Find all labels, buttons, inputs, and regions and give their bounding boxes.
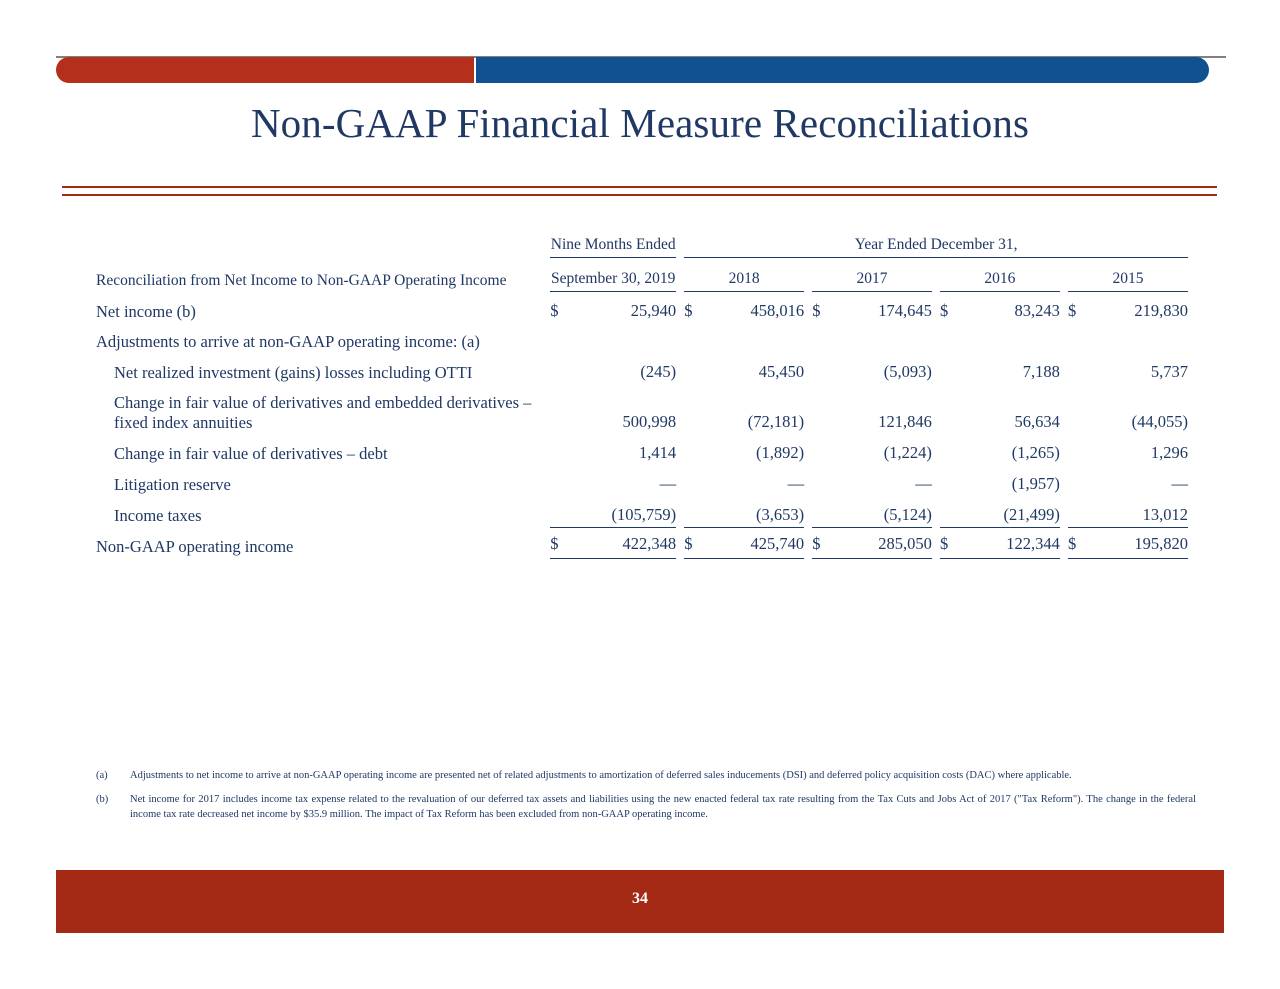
cell-value: — <box>659 474 677 494</box>
cell-gap <box>804 496 812 528</box>
table-row <box>96 353 1188 384</box>
cell-gap <box>676 353 684 384</box>
reconciliation-table <box>96 236 1188 559</box>
currency-spacer <box>1068 434 1081 465</box>
footnote-a <box>96 768 1196 783</box>
cell-gap <box>676 465 684 496</box>
cell-gap <box>1060 465 1068 496</box>
currency-symbol: $ <box>940 528 953 559</box>
total-row-label: Non-GAAP operating income <box>96 537 294 557</box>
header-gap-3 <box>932 270 940 292</box>
currency-spacer <box>550 384 564 434</box>
cell-value: 121,846 <box>878 412 932 432</box>
currency-spacer <box>940 465 953 496</box>
currency-symbol: $ <box>939 301 949 320</box>
currency-spacer <box>1068 465 1081 496</box>
cell-gap <box>1060 434 1068 465</box>
group-header-nine-months: Nine Months Ended <box>550 236 676 258</box>
page-title: Non-GAAP Financial Measure Reconciliations <box>250 100 1030 146</box>
cell-value: 7,188 <box>1022 362 1060 382</box>
header-bar-blue <box>476 57 1209 83</box>
cell-value: 174,645 <box>878 301 932 320</box>
table-row <box>96 384 1188 434</box>
footnote-marker: (b) <box>96 794 109 806</box>
reconciliation-table-wrapper <box>96 236 1188 559</box>
table-row <box>96 496 1188 528</box>
row-label: Adjustments to arrive at non-GAAP operating income: (a) <box>96 332 480 351</box>
row-label: Income taxes <box>114 506 202 526</box>
currency-spacer <box>550 496 564 528</box>
header-gap-4 <box>1060 270 1068 292</box>
currency-symbol: $ <box>550 528 564 559</box>
currency-spacer <box>812 465 825 496</box>
cell-value: (1,224) <box>883 443 932 463</box>
cell-value: 83,243 <box>1014 301 1060 320</box>
header-gap-1 <box>676 270 684 292</box>
table-total-row <box>96 528 1188 559</box>
cell-value: (3,653) <box>698 496 804 528</box>
row-label: Net realized investment (gains) losses including OTTI <box>114 363 473 382</box>
cell-value: (21,499) <box>953 496 1059 528</box>
cell-gap <box>932 465 940 496</box>
cell-gap <box>1060 353 1068 384</box>
currency-spacer <box>1068 496 1081 528</box>
currency-spacer <box>812 496 825 528</box>
cell-value: 1,296 <box>1150 443 1188 463</box>
empty-cells <box>550 323 1188 353</box>
total-value: 422,348 <box>564 528 676 559</box>
cell-value: (72,181) <box>747 412 805 432</box>
cell-gap <box>804 292 812 324</box>
currency-spacer <box>550 353 564 384</box>
row-label: Change in fair value of derivatives and embedded derivatives – fixed index annuities <box>114 393 532 432</box>
group-header-year-ended: Year Ended December 31, <box>684 236 1188 258</box>
title-rule-upper <box>62 186 1217 188</box>
total-value: 425,740 <box>698 528 804 559</box>
column-header-2019: September 30, 2019 <box>550 270 676 292</box>
currency-spacer <box>550 465 564 496</box>
spacer-cell <box>96 258 1188 271</box>
currency-spacer <box>684 353 697 384</box>
cell-value: — <box>915 474 932 494</box>
currency-spacer <box>684 384 697 434</box>
cell-gap <box>804 465 812 496</box>
cell-value: (44,055) <box>1131 412 1188 432</box>
cell-value: 25,940 <box>630 301 677 320</box>
currency-spacer <box>812 353 825 384</box>
currency-spacer <box>684 465 697 496</box>
cell-value: 13,012 <box>1081 496 1188 528</box>
column-header-2017: 2017 <box>812 270 932 292</box>
total-value: 195,820 <box>1081 528 1188 559</box>
cell-value: 1,414 <box>639 443 677 463</box>
cell-value: — <box>787 474 805 494</box>
currency-spacer <box>1068 353 1081 384</box>
group-header-spacer <box>96 236 550 258</box>
cell-gap <box>932 292 940 324</box>
column-header-2018: 2018 <box>684 270 804 292</box>
cell-gap <box>804 384 812 434</box>
footnote-text: Net income for 2017 includes income tax expense related to the revaluation of our deferred tax assets and liabilities using the new enacted federal tax rate resulting from the Tax Cuts and Jobs Act of 2017 ("Tax Reform"). The change in the federal income tax rate decreased net income by $35.9 million. The impact of Tax Reform has been excluded from non-GAAP operating income. <box>130 794 1196 821</box>
currency-spacer <box>940 353 953 384</box>
currency-spacer <box>940 496 953 528</box>
currency-spacer <box>550 434 564 465</box>
row-label: Net income (b) <box>96 301 196 321</box>
cell-value: (1,957) <box>1011 474 1060 494</box>
page-number: 34 <box>632 890 648 907</box>
cell-gap <box>932 353 940 384</box>
total-value: 122,344 <box>953 528 1059 559</box>
cell-gap <box>676 528 684 559</box>
cell-gap <box>676 434 684 465</box>
cell-gap <box>932 496 940 528</box>
cell-gap <box>1060 496 1068 528</box>
column-header-2016: 2016 <box>940 270 1060 292</box>
footnote-marker: (a) <box>96 770 108 781</box>
cell-gap <box>932 434 940 465</box>
currency-spacer <box>1068 384 1081 434</box>
currency-symbol: $ <box>1067 301 1077 320</box>
cell-value: 5,737 <box>1150 362 1188 382</box>
currency-spacer <box>812 434 825 465</box>
header-bar-red <box>56 57 474 83</box>
row-label: Change in fair value of derivatives – debt <box>114 443 388 463</box>
currency-symbol: $ <box>684 301 693 320</box>
group-gap <box>676 236 684 258</box>
currency-spacer <box>684 496 697 528</box>
footnotes <box>96 768 1196 832</box>
cell-value: (245) <box>640 362 677 382</box>
cell-value: 219,830 <box>1134 301 1188 320</box>
cell-gap <box>1060 384 1068 434</box>
cell-gap <box>1060 292 1068 324</box>
header-gap-2 <box>804 270 812 292</box>
cell-value: (105,759) <box>564 496 676 528</box>
cell-gap <box>676 496 684 528</box>
table-row <box>96 292 1188 324</box>
table-row <box>96 434 1188 465</box>
currency-symbol: $ <box>550 301 559 320</box>
table-row <box>96 465 1188 496</box>
footnote-text: Adjustments to net income to arrive at non-GAAP operating income are presented net of related adjustments to amortization of deferred sales inducements (DSI) and deferred policy acquisition costs (DAC) where applicable. <box>130 770 1072 781</box>
cell-gap <box>804 528 812 559</box>
cell-gap <box>676 384 684 434</box>
row-label: Litigation reserve <box>114 474 231 494</box>
cell-value: 56,634 <box>1014 412 1060 432</box>
cell-gap <box>1060 528 1068 559</box>
cell-value: (5,093) <box>883 362 932 382</box>
row-label-header: Reconciliation from Net Income to Non-GAAP Operating Income <box>96 271 507 289</box>
cell-value: 458,016 <box>750 301 805 320</box>
cell-value: 45,450 <box>758 362 805 382</box>
cell-value: (1,892) <box>756 443 805 463</box>
currency-spacer <box>684 434 697 465</box>
currency-symbol: $ <box>1068 528 1081 559</box>
table-column-header-row <box>96 270 1188 292</box>
total-value: 285,050 <box>826 528 932 559</box>
currency-symbol: $ <box>812 528 825 559</box>
column-header-2015: 2015 <box>1068 270 1188 292</box>
table-group-header-row <box>96 236 1188 258</box>
cell-gap <box>676 292 684 324</box>
title-rule-lower <box>62 194 1217 196</box>
currency-spacer <box>940 434 953 465</box>
footnote-b <box>96 792 1196 822</box>
cell-gap <box>932 528 940 559</box>
cell-value: 500,998 <box>622 412 677 432</box>
cell-value: — <box>1171 474 1188 494</box>
table-row <box>96 323 1188 353</box>
cell-gap <box>804 353 812 384</box>
cell-gap <box>932 384 940 434</box>
currency-symbol: $ <box>812 301 821 320</box>
currency-symbol: $ <box>684 528 697 559</box>
table-header-spacer-row <box>96 258 1188 271</box>
cell-value: (1,265) <box>1011 443 1060 463</box>
cell-gap <box>804 434 812 465</box>
currency-spacer <box>812 384 825 434</box>
currency-spacer <box>940 384 953 434</box>
cell-value: (5,124) <box>826 496 932 528</box>
